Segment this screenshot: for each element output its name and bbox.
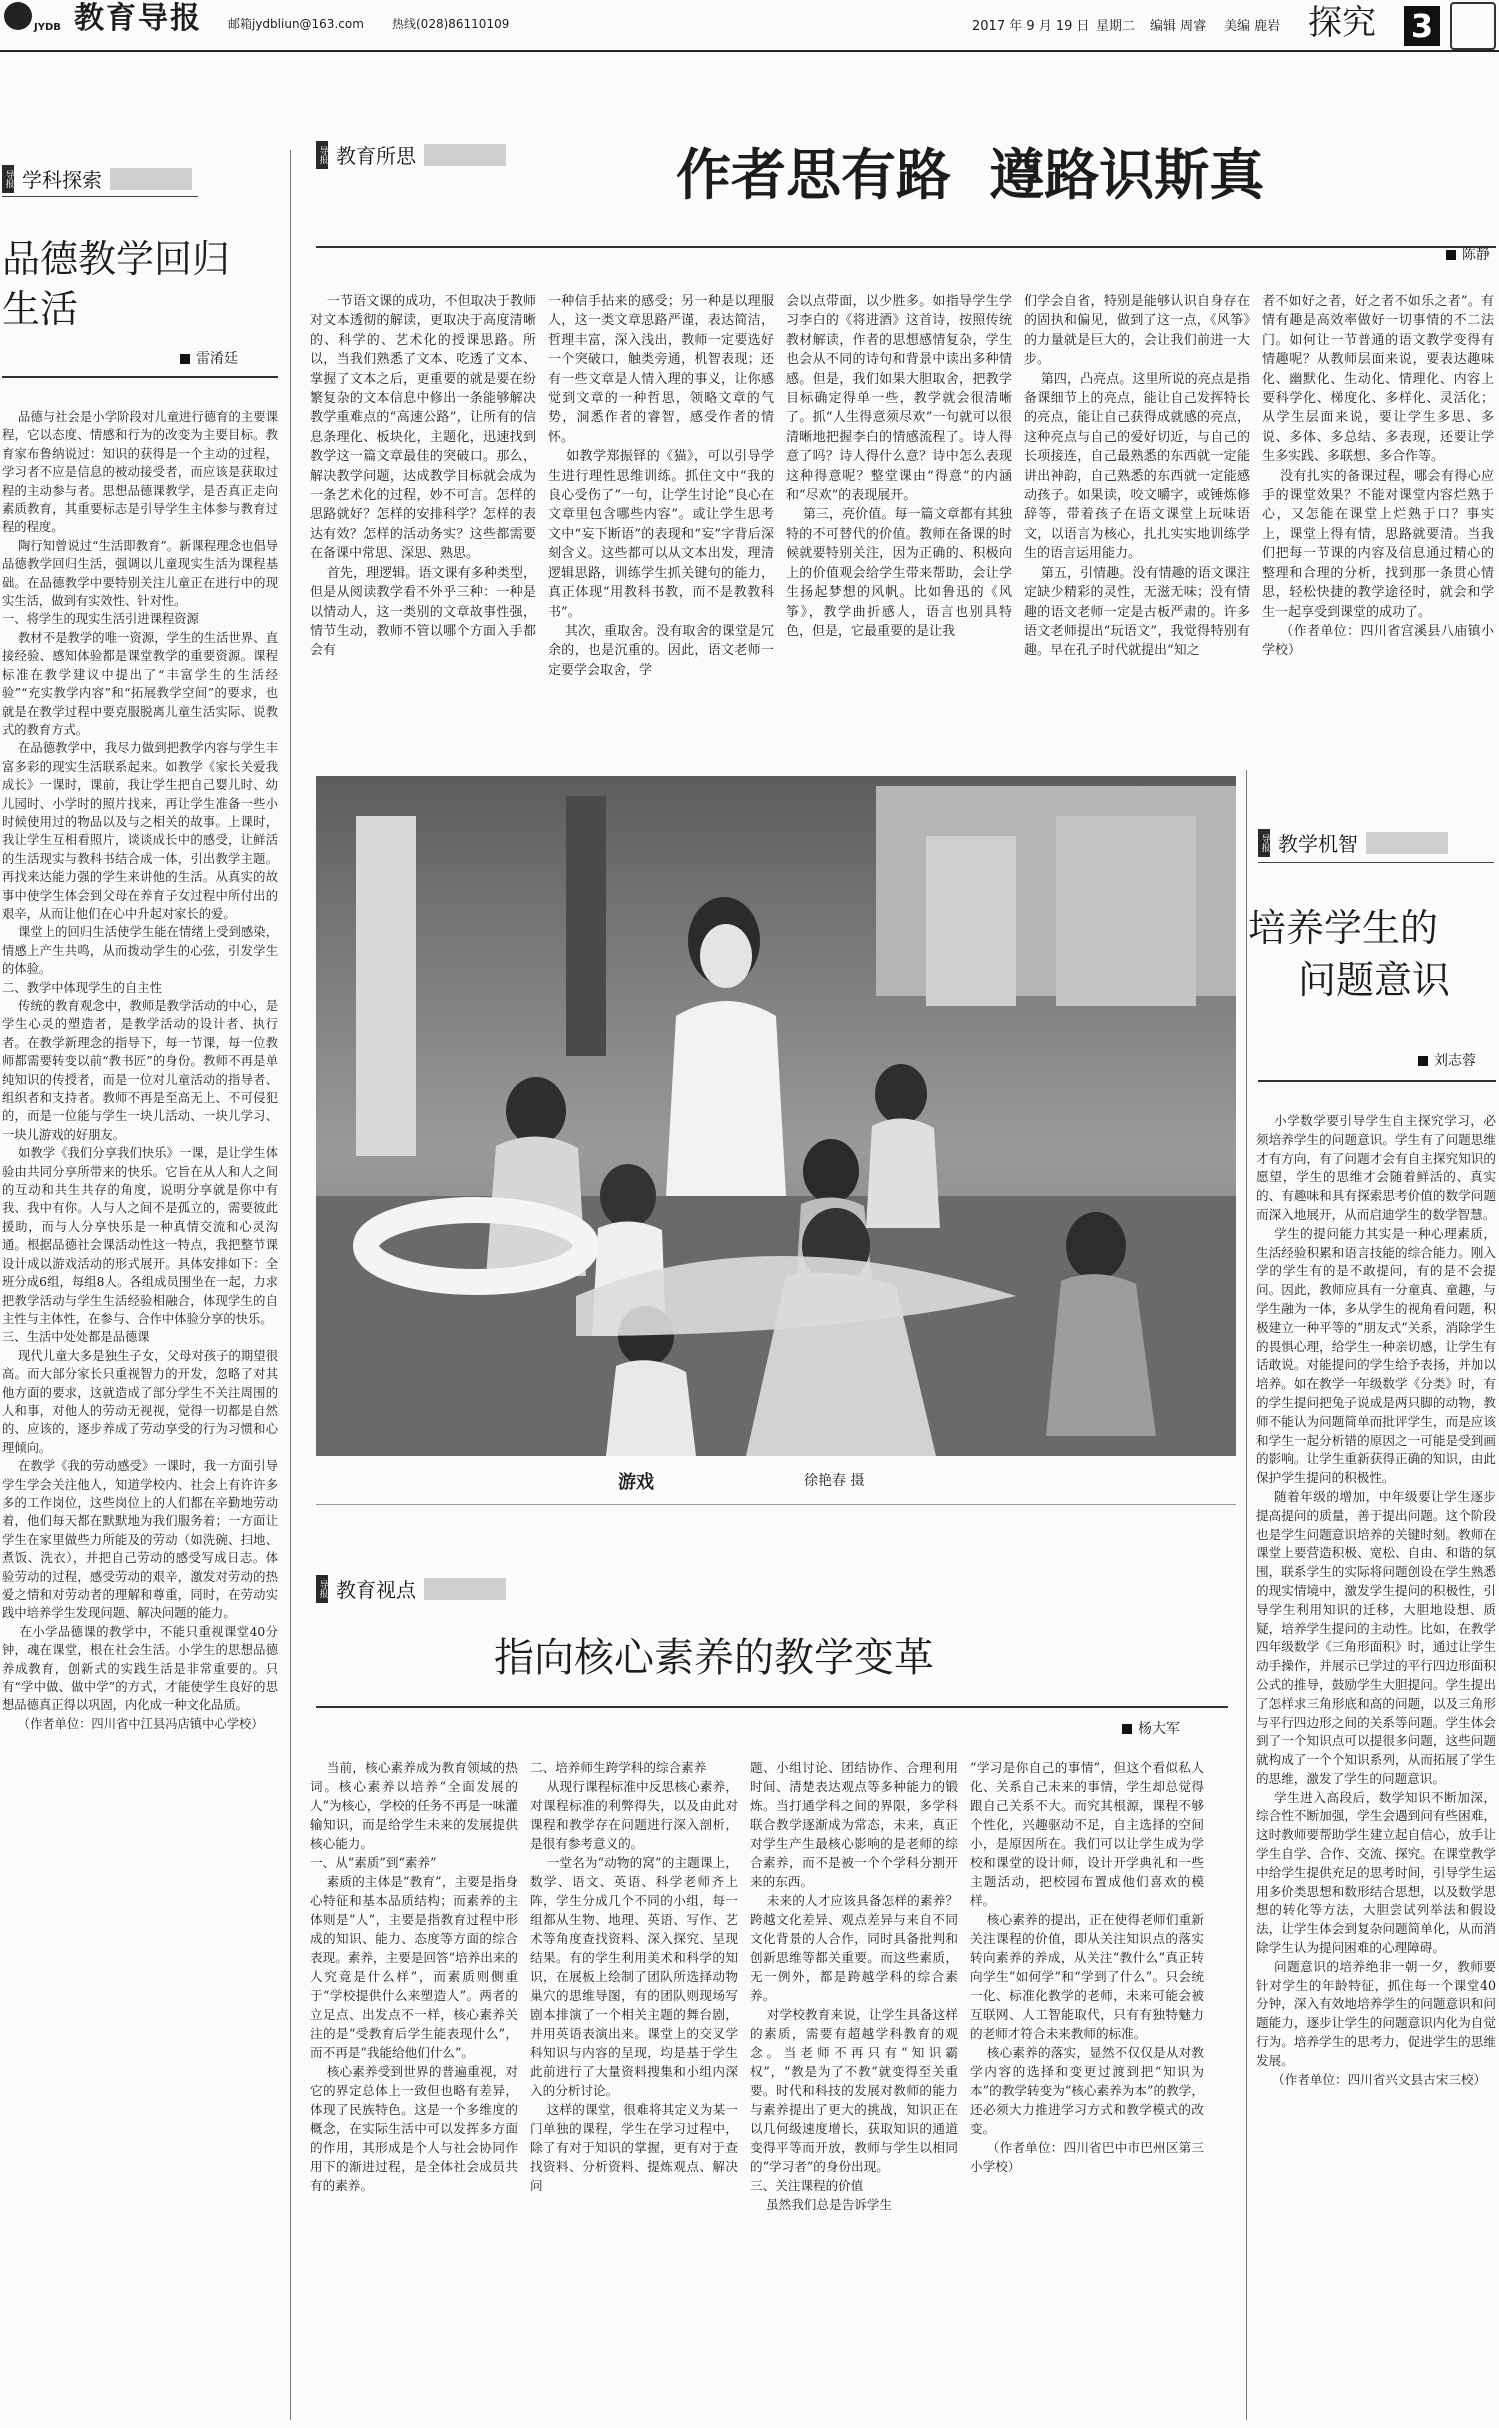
right-section-name: 教学机智 bbox=[1278, 832, 1358, 856]
photo-caption-bar bbox=[316, 1456, 1236, 1505]
editor-text: 编辑 周睿 bbox=[1150, 19, 1207, 34]
left-article-byline bbox=[180, 348, 238, 368]
byline-square-icon bbox=[1446, 250, 1456, 260]
section-name: 探究 bbox=[1308, 3, 1376, 43]
masthead-rule bbox=[0, 50, 1499, 52]
bottom-article-col3: 题、小组讨论、团结协作、合理利用时间、清楚表达观点等多种能力的锻炼。当打通学科之间的界限，多学科联合教学逐渐成为常态，未来，真正对学生产生最核心影响的是老师的综合素养，而不是被一个个学科分割开来的东西。 未来的人才应该具备怎样的素养？跨越文化差异、观点差异与来自不同文化背景的人合作，同时具备批判和创新思维等都关重要。而这些素质，无一例外，都是跨越学科的综合素养。 对学校教育来说，让学生具备这样的素质，需要有超越学科教育的观念。当老师不再只有“知识霸权”，“教是为了不教”就变得至关重要。时代和科技的发展对教师的能力与素养提出了更大的挑战，知识正在以几何级速度增长，获取知识的通道变得平等而开放，教师与学生以相同的“学习者”的身份出现。 三、关注课程的价值 虽然我们总是告诉学生 bbox=[750, 1760, 958, 2212]
section-bar bbox=[424, 144, 506, 166]
photo-credit: 徐艳春 摄 bbox=[804, 1473, 865, 1489]
weekday-text: 星期二 bbox=[1096, 19, 1136, 34]
section-tag-icon: 导报 bbox=[2, 165, 14, 193]
section-tag-icon: 导报 bbox=[316, 1575, 328, 1603]
top-section-name: 教育所思 bbox=[336, 144, 416, 168]
left-section-header bbox=[2, 164, 192, 193]
top-article-author: 陈静 bbox=[1462, 247, 1490, 263]
byline-square-icon bbox=[1418, 1056, 1428, 1066]
bottom-article-author: 杨大军 bbox=[1138, 1721, 1180, 1737]
section-tag-icon: 导报 bbox=[1258, 829, 1270, 857]
right-article-body: 小学数学要引导学生自主探究学习，必须培养学生的问题意识。学生有了问题思维才有方向，有了问题才会有自主探究知识的愿望，学生的思维才会随着鲜活的、真实的、有趣味和具有探索思考价值的数学问题而深入地展开，从而启迪学生的数学智慧。 学生的提问能力其实是一种心理素质，生活经验积累和语言技能的综合能力。刚入学的学生有的是不敢提问，有的是不会提问。因此，教师应具有一分童真、童趣，与学生融为一体，多从学生的视角看问题，积极建立一种平等的“朋友式”关系，消除学生的畏惧心理，给学生一种亲切感，让学生有话敢说。对能提问的学生给予表扬，并加以培养。如在教学一年级数学《分类》时，有的学生提问把兔子说成是两只脚的动物，教师不能认为问题简单而批评学生，而是应该和学生一起分析错的原因之一可能是受到画的影响。让学生重新获得正确的知识，由此保护学生提问的积极性。 随着年级的增加，中年级要让学生逐步提高提问的质量，善于提出问题。这个阶段也是学生问题意识培养的关键时刻。教师在课堂上要营造积极、宽松、自由、和谐的氛围，联系学生的实际将问题创设在学生熟悉的现实情境中，激发学生提问的积极性，引导学生利用知识的迁移，大胆地设想、质疑，培养学生提问的主动性。比如，在教学四年级数学《三角形面积》时，通过让学生动手操作，并展示已学过的平行四边形面积公式的推导，鼓励学生大胆提问。学生提出了怎样求三角形底和高的问题，以及三角形与平行四边形之间的关系等问题。学生体会到了一个知识点可以提很多问题，这些问题就构成了一个个知识系列，从而拓展了学生的思维，激发了学生的问题意识。 学生进入高段后，数学知识不断加深，综合性不断加强，学生会遇到问有些困难，这时教师要帮助学生建立起自信心，放手让学生自学、合作、交流、探究。在课堂教学中给学生提供充足的思考时间，引导学生运用多价类思想和数形结合思想，以及数学思想的转化等方法，大胆尝试列举法和假设法，让学生体会到复杂问题简单化，从而消除学生认为提问困难的心理障碍。 问题意识的培养绝非一朝一夕，教师要针对学生的年龄特征，抓住每一个课堂40分钟，深入有效地培养学生的问题意识和问题能力，逐步让学生的问题意识内化为自觉行为。培养学生的思考力，促进学生的思维发展。 （作者单位：四川省兴文县古宋三校） bbox=[1256, 1113, 1496, 2087]
section-bar bbox=[1366, 832, 1448, 854]
left-article-title-line2: 生活 bbox=[2, 287, 79, 331]
date-text: 2017 年 9 月 19 日 bbox=[972, 19, 1090, 34]
top-article-col4: 们学会自省，特别是能够认识自身存在的固执和偏见，做到了这一点，《风筝》的力量就是巨大的，会让我们前进一大步。 第四，凸亮点。这里所说的亮点是指备课细节上的亮点，能让自己发挥特长的亮点，能让自己获得成就感的亮点，这种亮点与自己的爱好切近，与自己的长项接连，自己最熟悉的东西就一定能讲出神韵，自己熟悉的东西就一定能感动孩子。如果读，咬文嚼字，或锤炼修辞等，带着孩子在语文课堂上玩味语文，以语言为核心，扎扎实实地训练学生的语言运用能力。 第五，引情趣。没有情趣的语文课注定缺少精彩的灵性，无滋无味；没有情趣的语文老师一定是古板严肃的。许多语文老师提出“玩语文”，我觉得特别有趣。早在孔子时代就提出“知之 bbox=[1024, 294, 1250, 659]
bottom-title-rule bbox=[316, 1706, 1228, 1708]
bottom-article-col1: 当前，核心素养成为教育领域的热词。核心素养以培养“全面发展的人”为核心，学校的任务不再是一味灌输知识，而是给学生未来的发展提供核心能力。 一、从“素质”到“素养” 素质的主体是“教育”，主要是指身心特征和基本品质结构；而素养的主体则是“人”，主要是指教育过程中形成的知识、能力、态度等方面的综合表现。素养，主要是回答“培养出来的人究竟是什么样”，而素质则侧重于“学校提供什么来塑造人”。两者的立足点、出发点不一样，核心素养关注的是“受教育后学生能表现什么”，而不再是“我能给他们什么”。 核心素养受到世界的普遍重视，对它的界定总体上一致但也略有差异，体现了民族特色。这是一个多维度的概念，在实际生活中可以发挥多方面的作用，其形成是个人与社会协同作用下的渐进过程，是全体社会成员共有的素养。 bbox=[310, 1760, 518, 2193]
right-section-rule bbox=[1258, 862, 1494, 863]
byline-square-icon bbox=[180, 354, 190, 364]
bottom-article-byline bbox=[1122, 1718, 1180, 1738]
right-article-byline bbox=[1418, 1050, 1476, 1070]
right-section-header bbox=[1258, 828, 1448, 857]
byline-square-icon bbox=[1122, 1724, 1132, 1734]
right-article-title-line1: 培养学生的 bbox=[1248, 906, 1439, 950]
column-divider-left bbox=[290, 150, 291, 2420]
top-article-col3: 会以点带面，以少胜多。如指导学生学习李白的《将进酒》这首诗，按照传统教材解读，作者的思想感情复杂，学生也会从不同的诗句和背景中读出多种情感。但是，我们如果大胆取舍，把教学目标确定得单一些，教学就会很清晰了。抓“人生得意须尽欢”一句就可以很清晰地把握李白的情感流程了。诗人得意了吗？诗人得什么意？诗中怎么表现这种得意呢？整堂课由“得意”的内涵和“尽欢”的表现展开。 第三，亮价值。每一篇文章都有其独特的不可替代的价值。教师在备课的时候就要特别关注，因为正确的、积极向上的价值观会给学生带来帮助，会让学生扬起梦想的风帆。比如鲁迅的《风筝》，教学曲折感人，语言也别具特色，但是，它最重要的是让我 bbox=[786, 294, 1012, 639]
left-section-rule bbox=[2, 196, 198, 197]
photo-illustration bbox=[316, 776, 1236, 1456]
hotline-text: 热线(028)86110109 bbox=[392, 17, 510, 31]
page-number-box bbox=[1404, 6, 1440, 46]
email-text: 邮箱jydbliun@163.com bbox=[228, 17, 364, 31]
top-section-header bbox=[316, 140, 506, 169]
bottom-section-name: 教育视点 bbox=[336, 1578, 416, 1602]
top-article-col5: 者不如好之者，好之者不如乐之者”。有情有趣是高效率做好一切事情的不二法门。如何让一节普通的语文教学变得有情趣呢？从教师层面来说，要表达趣味化、幽默化、生动化、情理化、内容上要科学化、梯度化、多样化、灵活化；从学生层面来说，要让学生多思、多说、多体、多总结、多表现，还要让学生多实践、多联想、多合作等。 没有扎实的备课过程，哪会有得心应手的课堂效果？不能对课堂内容烂熟于心，又怎能在课堂上烂熟于口？事实上，课堂上得有情，思路就要清。当我们把每一节课的内容及信息通过精心的整理和合理的分析，找到那一条贯心情思，轻松快捷的教学途径时，就会和学生一起享受到课堂的成功了。 （作者单位：四川省宫溪县八庙镇小学校） bbox=[1262, 294, 1494, 659]
left-article-title-line1: 品德教学回归 bbox=[2, 237, 231, 281]
section-bar bbox=[110, 168, 192, 190]
right-title-rule bbox=[1258, 1080, 1496, 1082]
left-section-name: 学科探索 bbox=[22, 168, 102, 192]
top-article-col1: 一节语文课的成功，不但取决于教师对文本透彻的解读，更取决于高度清晰的、科学的、艺术化的授课思路。所以，当我们熟悉了文本、吃透了文本、掌握了文本之后，更重要的就是要在纷繁复杂的文本信息中修出一条能够解决教学重难点的“高速公路”，让所有的信息条理化、板块化，主题化，迅速找到教学这一篇文章最佳的突破口。那么，解决教学问题，达成教学目标就会成为一条艺术化的过程，妙不可言。怎样的思路就好？怎样的安排科学？怎样的表达有效？怎样的活动务实？这些都需要在备课中常思、深思、熟思。 首先，理逻辑。语文课有多种类型，但是从阅读教学看不外乎三种：一种是以情动人，这一类别的文章故事性强，情节生动，教师不管以哪个方面入手都会有 bbox=[310, 294, 536, 659]
top-title-rule bbox=[316, 246, 1496, 248]
newspaper-logo-latin: JYDB bbox=[34, 22, 61, 33]
section-tag-icon: 导报 bbox=[316, 141, 328, 169]
bottom-article-col4: “学习是你自己的事情”，但这个看似私人化、关系自己未来的事情，学生却总觉得跟自己关系不大。而究其根源，课程不够个性化，兴趣驱动不足，自主选择的空间小，是原因所在。我们可以让学生成为学校和课堂的设计师，设计开学典礼和一些主题活动，把校园布置成他们喜欢的模样。 核心素养的提出，正在使得老师们重新关注课程的价值，即从关注知识点的落实转向素养的养成，从关注“教什么”真正转向学生“如何学”和“学到了什么”。只会统一化、标准化教学的老师，未来可能会被互联网、人工智能取代，只有有独特魅力的老师才符合未来教师的标准。 核心素养的落实，显然不仅仅是从对教学内容的选择和变更过渡到把“知识为本”的教学转变为“核心素养为本”的教学，还必须大力推进学习方式和教学模式的改变。 （作者单位：四川省巴中市巴州区第三小学校） bbox=[970, 1760, 1204, 2174]
children-game-photo bbox=[316, 776, 1236, 1456]
left-article-body: 品德与社会是小学阶段对儿童进行德育的主要课程，它以态度、情感和行为的改变为主要目标。教育家布鲁纳说过：知识的获得是一个主动的过程，学习者不应是信息的被动接受者，而应该是获取过程的主动参与者。思想品德课教学，是否真正走向素质教育，其重要标志是引导学生主体参与教育过程的程度。 陶行知曾说过“生活即教育”。新课程理念也倡导品德教学回归生活，强调以儿童现实生活为课程基础。在品德教学中要特别关注儿童正在进行中的现实生活，做到有实效性、针对性。 一、将学生的现实生活引进课程资源 教材不是教学的唯一资源，学生的生活世界、直接经验、感知体验都是课堂教学的重要资源。课程标准在教学建议中提出了“丰富学生的生活经验”“充实教学内容”和“拓展教学空间”的要求，也就是在教学过程中要克服脱离儿童生活实际、说教式的教育方式。 在品德教学中，我尽力做到把教学内容与学生丰富多彩的现实生活联系起来。如教学《家长关爱我成长》一课时，课前，我让学生把自己婴儿时、幼儿园时、小学时的照片找来，再让学生准备一些小时候使用过的物品以及与之相关的故事。上课时，我让学生互相看照片，谈谈成长中的感受，让鲜活的生活现实与教科书结合成一体，引出教学主题。再找来达能力强的学生来讲他的生活。从真实的故事中使学生体会到父母在养育子女过程中所付出的艰辛，从而让他们在心中升起对家长的爱。 课堂上的回归生活使学生能在情绪上受到感染，情感上产生共鸣，从而拨动学生的心弦，引发学生的体验。 二、教学中体现学生的自主性 传统的教育观念中，教师是教学活动的中心，是学生心灵的塑造者，是教学活动的设计者、执行者。在教学新理念的指导下，每一节课，每一位教师都需要转变以前“教书匠”的身份。教师不再是单纯知识的传授者，而是一位对儿童活动的指导者、组织者和支持者。教师不再是至高无上、不可侵犯的，而是一位能与学生一块儿活动、一块儿学习、一块儿游戏的好朋友。 如教学《我们分享我们快乐》一课，是让学生体验由共同分享所带来的快乐。它旨在从人和人之间的互动和共生共存的角度，说明分享就是你中有我、我中有你。人与人之间不是孤立的，需要彼此援助，而与人分享快乐是一种真情交流和心灵沟通。根据品德社会课活动性这一特点，我把整节课设计成以游戏活动的形式展开。具体安排如下：全班分成6组，每组8人。各组成员围坐在一起，力求把教学活动与学生生活经验相融合，体现学生的自主性与主体性，在参与、合作中体验分享的快乐。 三、生活中处处都是品德课 现代儿童大多是独生子女，父母对孩子的期望很高。而大部分家长只重视智力的开发，忽略了对其他方面的要求，这就造成了部分学生不关注周围的人和事，对他人的劳动无视视，觉得一切都是自然的、应该的，逐步养成了劳动享受的行为习惯和心理倾向。 在教学《我的劳动感受》一课时，我一方面引导学生学会关注他人，知道学校内、社会上有许许多多的工作岗位，这些岗位上的人们都在辛勤地劳动着，他们每天都在默默地为我们服务着；一方面让学生在家里做些力所能及的劳动（如洗碗、扫地、煮饭、洗衣），并把自己劳动的感受写成日志。体验劳动的过程，感受劳动的艰辛，激发对劳动的热爱之情和对劳动者的理解和尊重，同时，在劳动实践中培养学生发现问题、解决问题的能力。 在小学品德课的教学中，不能只重视课堂40分钟，魂在课堂，根在社会生活。小学生的思想品德养成教育，创新式的实践生活是非常重要的。只有“学中做、做中学”的方式，才能使学生良好的思想品德真正得以巩固，内化成一种文化品质。 （作者单位：四川省中江县冯店镇中心学校） bbox=[2, 410, 278, 1731]
top-article-title: 作者思有路 遵路识斯真 bbox=[676, 143, 1265, 207]
right-article-title-line2: 问题意识 bbox=[1298, 958, 1451, 1002]
section-bar bbox=[424, 1578, 506, 1600]
masthead bbox=[0, 0, 1499, 56]
bottom-article-col2: 二、培养师生跨学科的综合素养 从现行课程标准中反思核心素养，对课程标准的利弊得失，以及由此对课程和教学存在问题进行深入剖析，是很有参考意义的。 一堂名为“动物的窝”的主题课上，数学、语文、英语、科学老师齐上阵，学生分成几个不同的小组，每一组都从生物、地理、英语、写作、艺术等角度查找资料、深入探究、呈现结果。有的学生利用美术和科学的知识，在展板上绘制了团队所选择动物巢穴的思维导图，有的团队则现场写剧本排演了一个相关主题的舞台剧，并用英语表演出来。课堂上的交叉学科知识与内容的呈现，均是基于学生此前进行了大量资料搜集和小组内深入的分析讨论。 这样的课堂，很难将其定义为某一门单独的课程，学生在学习过程中，除了有对于知识的掌握，更有对于查找资料、分析资料、提炼观点、解决问 bbox=[530, 1760, 738, 2193]
page-number: 3 bbox=[1410, 7, 1434, 45]
right-article-author: 刘志蓉 bbox=[1434, 1053, 1476, 1069]
newspaper-name: 教育导报 bbox=[74, 1, 202, 36]
seal-icon bbox=[1450, 2, 1496, 50]
newspaper-logo bbox=[4, 2, 32, 30]
column-divider-right bbox=[1246, 770, 1247, 2420]
bottom-article-title: 指向核心素养的教学变革 bbox=[494, 1635, 934, 1681]
left-article-author: 雷淆廷 bbox=[196, 351, 238, 367]
top-article-byline bbox=[1446, 244, 1490, 264]
left-title-rule bbox=[2, 376, 278, 378]
bottom-section-header bbox=[316, 1574, 506, 1603]
photo-caption: 游戏 bbox=[618, 1472, 654, 1493]
designer-text: 美编 鹿岩 bbox=[1224, 19, 1281, 34]
top-article-col2: 一种信手拈来的感受；另一种是以理服人，这一类文章思路严谨，表达简洁，哲理丰富，深入浅出，教师一定要选好一个突破口，触类旁通，机智表现；还有一些文章是人情入理的事义，让你感觉到文章的一种哲思，领略文章的气势，洞悉作者的睿智，感受作者的情怀。 如教学郑振铎的《猫》，可以引导学生进行理性思维训练。抓住文中“我的良心受伤了”一句，让学生讨论“良心在文章里包含哪些内容”。或让学生思考文中“妄下断语”的表现和“妄”字背后深刻含义。这些都可以从文本出发，理清逻辑思路，训练学生抓关键句的能力，真正体现“用教科书教，而不是教教科书”。 其次，重取舍。没有取舍的课堂是冗余的，也是沉重的。因此，语文老师一定要学会取舍，学 bbox=[548, 294, 774, 678]
